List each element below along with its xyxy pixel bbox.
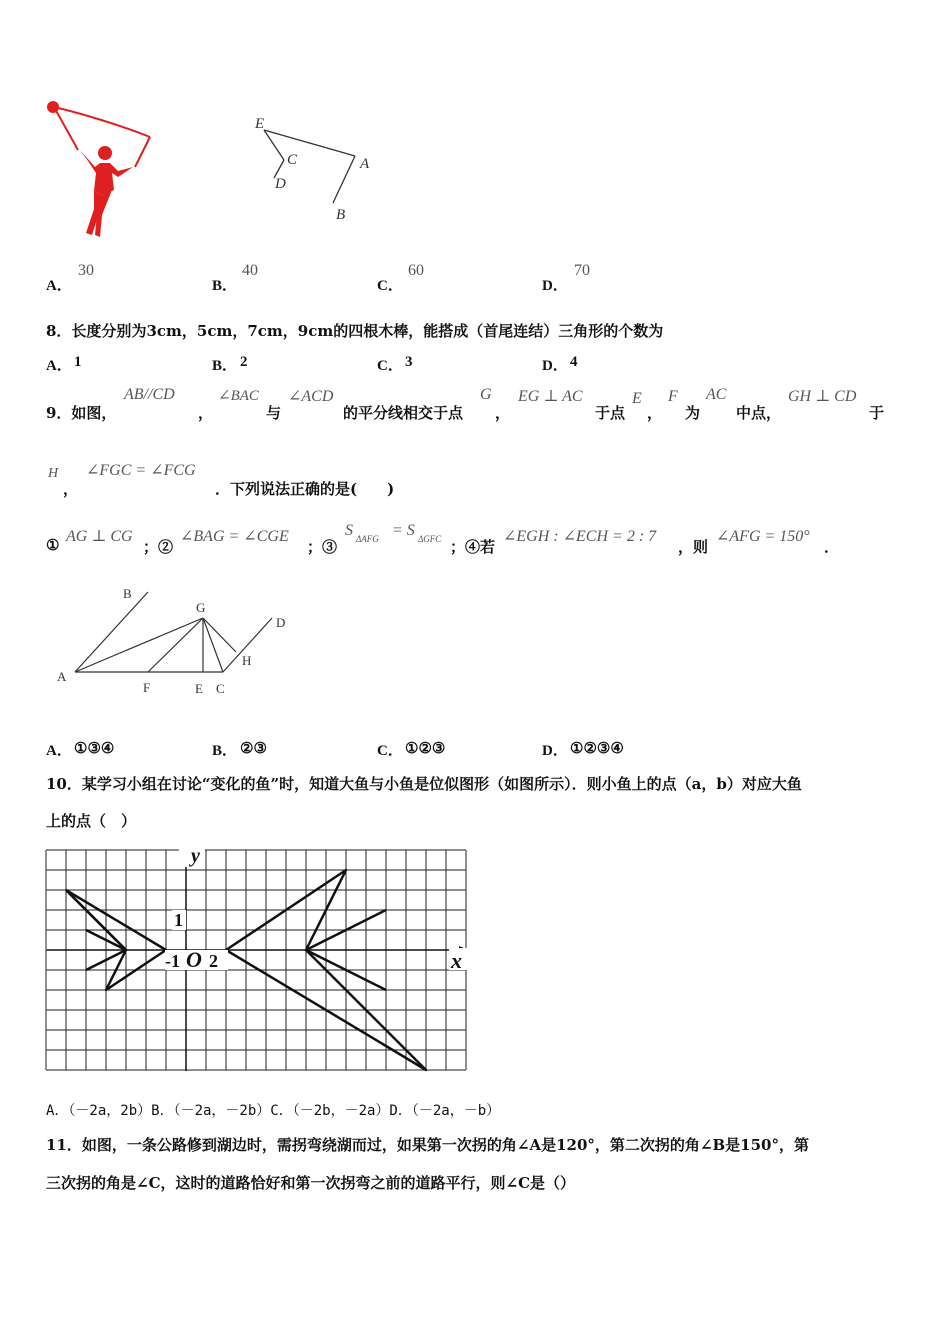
q9-prefix: 9．如图， xyxy=(46,404,117,422)
origin-label: O xyxy=(186,947,202,972)
q7-options xyxy=(46,262,686,294)
q9-text-midpoint: 中点， xyxy=(736,404,782,422)
q7-option-b-letter: B． xyxy=(212,278,238,294)
q9-option-b-value: ②③ xyxy=(240,741,267,757)
label-g: G xyxy=(196,600,206,615)
q9-option-a-letter: A． xyxy=(46,743,72,759)
q10-question-line1: 10．某学习小组在讨论“变化的鱼”时，知道大鱼与小鱼是位似图形（如图所示）．则小鱼上的点（a，b）对应大鱼 xyxy=(46,775,802,793)
q9-text-and: 与 xyxy=(266,404,282,422)
jump-rope-figure xyxy=(40,95,160,245)
label-b: B xyxy=(336,207,346,223)
q9-text-is: 为 xyxy=(685,404,701,422)
q10-options: A．（－2a，2b）B．（－2a，－2b）C．（－2b，－2a）D．（－2a，－b） xyxy=(46,1103,501,1119)
q9-math-ab-parallel-cd: AB//CD xyxy=(124,386,175,403)
q9-text-at-point: 于点 xyxy=(595,404,626,422)
q9-statements xyxy=(0,522,950,556)
label-b: B xyxy=(123,586,132,601)
label-h: H xyxy=(242,653,252,668)
q8-option-d-value: 4 xyxy=(570,354,578,370)
q9-stmt-4-result: ∠AFG = 150° xyxy=(716,528,810,545)
tick-label-2: 2 xyxy=(209,951,218,971)
q9-stmt-3-s1: S xyxy=(345,522,353,539)
q9-option-d-value: ①②③④ xyxy=(570,741,624,757)
q11-question-line2: 三次拐的角是∠C，这时的道路恰好和第一次拐弯之前的道路平行，则∠C是（） xyxy=(46,1174,576,1192)
angle-figure-q7 xyxy=(250,108,380,226)
label-d: D xyxy=(276,615,286,630)
q9-text-bisectors: 的平分线相交于点 xyxy=(343,404,464,422)
q9-line1 xyxy=(0,386,950,420)
q9-math-e: E xyxy=(632,390,642,407)
q9-line2 xyxy=(0,460,950,498)
q7-option-c-value: 60 xyxy=(408,262,424,279)
q9-stmt-3-sub1: ΔAFG xyxy=(356,534,379,544)
x-axis-label: x xyxy=(451,948,462,973)
q9-stmt-3-eq-s2: = S xyxy=(392,522,415,539)
q9-math-angle-bac: ∠BAC xyxy=(218,388,259,404)
q8-option-a-value: 1 xyxy=(74,354,82,370)
q9-stmt-4-then: ，则 xyxy=(678,538,709,556)
q9-stmt-4-math: ∠EGH : ∠ECH = 2 : 7 xyxy=(503,528,657,545)
q9-math-angle-acd: ∠ACD xyxy=(288,388,334,405)
q9-options xyxy=(46,739,686,761)
q9-option-a-value: ①③④ xyxy=(74,741,115,757)
q7-option-a-value: 30 xyxy=(78,262,94,279)
tick-label-1: 1 xyxy=(174,910,183,930)
q9-stmt-3-marker: ；③ xyxy=(307,538,338,556)
q9-math-ac: AC xyxy=(706,386,727,403)
label-c: C xyxy=(216,681,225,696)
q7-option-d-letter: D． xyxy=(542,278,568,294)
q9-comma-1: ， xyxy=(198,404,214,422)
q9-math-fgc-eq-fcg: ∠FGC = ∠FCG xyxy=(86,462,196,479)
q8-option-c-value: 3 xyxy=(405,354,413,370)
q9-stmt-3-sub2: ΔGFC xyxy=(418,534,442,544)
tick-label-neg1: -1 xyxy=(165,951,180,971)
label-c: C xyxy=(287,152,298,168)
q8-option-c-letter: C． xyxy=(377,358,403,374)
q8-option-d-letter: D． xyxy=(542,358,568,374)
y-axis-label: y xyxy=(191,846,200,867)
q10-question-line2: 上的点（ ） xyxy=(46,812,137,830)
q9-stmt-1-marker: ① xyxy=(46,536,60,554)
geometry-figure-q9 xyxy=(50,582,300,702)
q9-math-gh-perp-cd: GH ⊥ CD xyxy=(788,388,857,405)
label-e: E xyxy=(255,116,265,132)
q8-option-b-letter: B． xyxy=(212,358,238,374)
label-d: D xyxy=(275,176,286,192)
q7-option-c-letter: C． xyxy=(377,278,403,294)
fish-grid-figure xyxy=(45,846,475,1074)
q9-math-f: F xyxy=(668,388,678,405)
q8-option-a-letter: A． xyxy=(46,358,72,374)
q8-options xyxy=(46,354,686,376)
q9-period: ． xyxy=(824,538,840,556)
q9-comma-4: ， xyxy=(63,480,79,498)
q9-math-eg-perp-ac: EG ⊥ AC xyxy=(518,388,583,405)
q7-option-d-value: 70 xyxy=(574,262,590,279)
label-e: E xyxy=(195,681,203,696)
q9-comma-2: ， xyxy=(495,404,511,422)
q9-text-at: 于 xyxy=(869,404,885,422)
q9-option-c-value: ①②③ xyxy=(405,741,446,757)
q9-option-c-letter: C． xyxy=(377,743,403,759)
q7-option-b-value: 40 xyxy=(242,262,258,279)
q8-option-b-value: 2 xyxy=(240,354,248,370)
q9-option-d-letter: D． xyxy=(542,743,568,759)
q7-option-a-letter: A． xyxy=(46,278,72,294)
q9-stmt-2-marker: ；② xyxy=(143,538,174,556)
label-f: F xyxy=(143,680,151,695)
q9-option-b-letter: B． xyxy=(212,743,238,759)
q9-math-h: H xyxy=(48,466,59,481)
q9-stmt-1-math: AG ⊥ CG xyxy=(66,528,133,545)
q9-text-which-correct: ．下列说法正确的是( ) xyxy=(215,480,395,498)
q9-comma-3: ， xyxy=(647,404,663,422)
q11-question-line1: 11．如图，一条公路修到湖边时，需拐弯绕湖而过，如果第一次拐的角∠A是120°，第二次拐的角∠B是150°，第 xyxy=(46,1136,809,1154)
q9-stmt-4-marker: ；④若 xyxy=(450,538,496,556)
label-a: A xyxy=(360,156,370,172)
q9-math-g: G xyxy=(480,386,492,403)
q9-stmt-2-math: ∠BAG = ∠CGE xyxy=(180,528,289,545)
label-a: A xyxy=(57,669,67,684)
q8-question: 8．长度分别为3cm，5cm，7cm，9cm的四根木棒，能搭成（首尾连结）三角形的个数为 xyxy=(46,322,664,340)
